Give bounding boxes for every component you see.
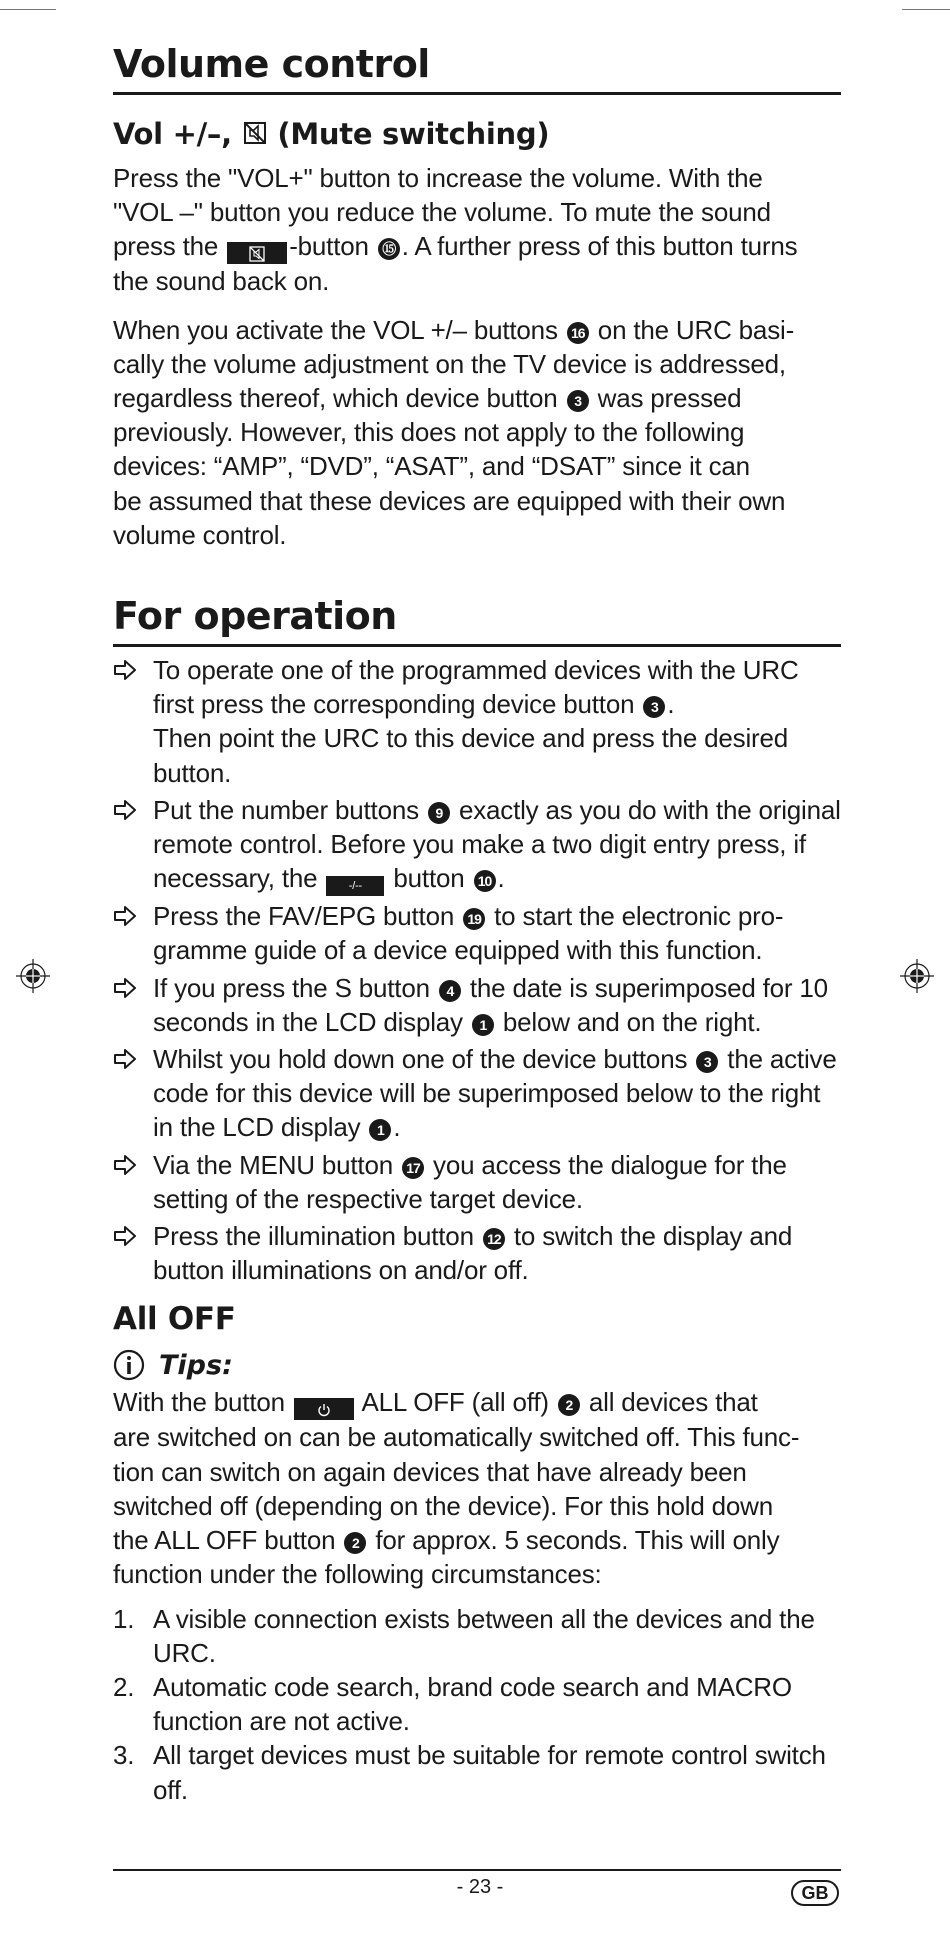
operation-item (113, 793, 841, 896)
arrow-right-icon (113, 1048, 137, 1070)
mute-key-icon (227, 242, 287, 264)
vol-heading (113, 115, 841, 153)
all-off-paragraph: With the button ALL OFF (all off) 2 all devices that are switched on can be automatically switched off. This func- tion can switch on again devices that have already been switched off (depending on the device). For this hold down the ALL OFF button 2 for approx. 5 seconds. This will only function under the following circumstances: (113, 1387, 800, 1590)
operation-item-text: If you press the S button 4 the date is superimposed for 10 seconds in the LCD display 1 below and on the right. (153, 972, 828, 1037)
button-ref-10: 10 (474, 870, 496, 892)
operation-item (113, 899, 841, 967)
manual-page (113, 36, 841, 1807)
vol-heading-left: Vol +/–, (113, 117, 232, 151)
all-off-heading: All OFF (113, 1301, 236, 1338)
button-ref-1: 1 (369, 1119, 391, 1141)
button-ref-4: 4 (439, 980, 461, 1002)
registration-mark-left (16, 959, 50, 993)
tips-label: Tips: (159, 1349, 233, 1381)
button-ref-19: 19 (463, 908, 485, 930)
operation-item (113, 1219, 841, 1287)
condition-item (113, 1670, 841, 1738)
button-ref-9: 9 (428, 802, 450, 824)
arrow-right-icon (113, 799, 137, 821)
button-ref-17: 17 (402, 1157, 424, 1179)
operation-item (113, 1042, 841, 1145)
button-ref-1: 1 (472, 1014, 494, 1036)
button-ref-3: 3 (643, 696, 665, 718)
vol-paragraph-2: When you activate the VOL +/– buttons 16 on the URC basi- cally the volume adjustment on the TV device is addressed, regardless thereof, which device button 3 was pressed previously. However, this does not apply to the following devices: “AMP”, “DVD”, “ASAT”, and “DSAT” since it can be assumed that these devices are equipped with their own volume control. (113, 314, 795, 550)
condition-item (113, 1602, 841, 1670)
button-ref-15: ⑮ (378, 238, 400, 260)
operation-rule (113, 644, 841, 647)
language-badge: GB (791, 1880, 839, 1906)
condition-text: Automatic code search, brand code search and MACRO function are not active. (153, 1671, 792, 1737)
operation-item (113, 653, 841, 790)
page-title: Volume control (113, 42, 430, 86)
arrow-right-icon (113, 977, 137, 999)
crop-mark-top-right (902, 9, 950, 10)
button-ref-2: 2 (344, 1532, 366, 1554)
arrow-right-icon (113, 905, 137, 927)
power-key-icon (294, 1398, 354, 1420)
arrow-right-icon (113, 1225, 137, 1247)
condition-text: A visible connection exists between all the devices and the URC. (153, 1603, 815, 1668)
condition-number: 2. (113, 1671, 135, 1702)
registration-mark-right (900, 959, 934, 993)
crop-mark-top-left (0, 9, 56, 10)
operation-item-text: Whilst you hold down one of the device buttons 3 the active code for this device will be superimposed below to the right in the LCD display 1 . (153, 1044, 837, 1143)
vol-heading-right: (Mute switching) (277, 117, 550, 151)
button-ref-2: 2 (558, 1394, 580, 1416)
operation-item (113, 1148, 841, 1216)
mute-icon (242, 120, 268, 146)
condition-item (113, 1738, 841, 1806)
condition-text: All target devices must be suitable for remote control switch off. (153, 1740, 826, 1805)
digit-key-icon: -/-- (326, 876, 384, 896)
title-rule (113, 92, 841, 95)
condition-number: 1. (113, 1603, 135, 1634)
condition-number: 3. (113, 1740, 135, 1771)
button-ref-3: 3 (696, 1051, 718, 1073)
button-ref-16: 16 (567, 322, 589, 344)
page-number: - 23 - (456, 1876, 504, 1898)
button-ref-3: 3 (567, 390, 589, 412)
info-icon (113, 1349, 145, 1381)
footer-rule (113, 1869, 841, 1871)
operation-heading: For operation (113, 594, 397, 639)
vol-paragraph-1: Press the "VOL+" button to increase the volume. With the "VOL –" button you reduce the volume. To mute the sound press the -button ⑮ . A further press of this button turns the sound back on. (113, 163, 798, 297)
operation-item-text: To operate one of the programmed devices with the URC first press the corresponding device button 3 . Then point the URC to this device and press the desired button. (153, 655, 799, 788)
button-ref-12: 12 (483, 1228, 505, 1250)
arrow-right-icon (113, 659, 137, 681)
operation-item-text: Via the MENU button 17 you access the dialogue for the setting of the respective target device. (153, 1149, 787, 1214)
all-off-conditions (113, 1602, 841, 1807)
operation-item-text: Put the number buttons 9 exactly as you do with the original remote control. Before you make a two digit entry press, if necessary, the -/-- button 10 . (153, 795, 841, 893)
arrow-right-icon (113, 1154, 137, 1176)
operation-list (113, 653, 841, 1287)
operation-item (113, 971, 841, 1039)
operation-item-text: Press the FAV/EPG button 19 to start the electronic pro-gramme guide of a device equipped with this function. (153, 901, 784, 966)
operation-item-text: Press the illumination button 12 to switch the display and button illuminations on and/or off. (153, 1221, 793, 1286)
tips-row (113, 1345, 841, 1385)
